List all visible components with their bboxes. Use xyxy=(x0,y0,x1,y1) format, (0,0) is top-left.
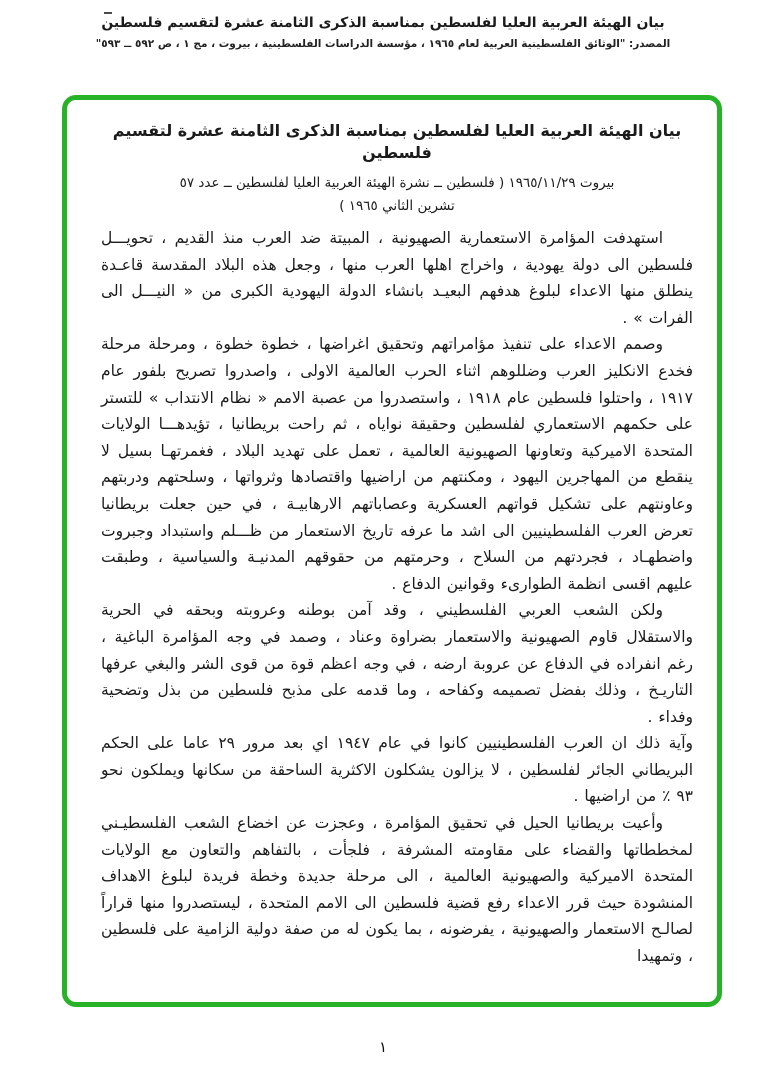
paragraph-3: ولكن الشعب العربي الفلسطيني ، وقد آمن بوطنه وعروبته وبحقه في الحرية والاستقلال قاوم الصهيونية والاستعمار بضراوة وعناد ، وصمد في وجه المؤامرة الباغية ، رغم انفراده في الدفاع عن عروبة ارضه ، في وجه اعظم قوة من قوى الشر والبغي عرفها التاريـخ ، وذلك بفضل تصميمه وكفاحه ، وما قدمه على مذبح فلسطين من بذل وتضحية وفداء . xyxy=(101,601,693,726)
scan-artifact-dash xyxy=(104,12,112,14)
page-header-title: بيان الهيئة العربية العليا لفلسطين بمناسبة الذكرى الثامنة عشرة لتقسيم فلسطين xyxy=(101,15,665,31)
page-header-source-line: المصدر: "الوثائق الفلسطينية العربية لعام ١٩٦٥ ، مؤسسة الدراسات الفلسطينية ، بيروت ، مج ١ ، ص ٥٩٢ ــ ٥٩٣" xyxy=(95,38,671,50)
document-frame xyxy=(62,95,722,1007)
paragraph-2: وصمم الاعداء على تنفيذ مؤامراتهم وتحقيق اغراضها ، خطوة خطوة ، ومرحلة مرحلة فخدع الانكليز العرب وضللوهم اثناء الحرب العالمية الاولى ، واصدروا تصريح بلفور عام ١٩١٧ ، واحتلوا فلسطين عام ١٩١٨ ، واستصدروا من عصبة الامم « نظام الانتداب » للتستر على حكمهم الاستعماري لفلسطين وحقيقة نواياه ، ثم راحت بريطانيا ، تؤيدهـــا الولايات المتحدة الاميركية وتعاونها الصهيونية العالمية ، تعمل على تهديد البلاد ، فغمرتهـا بسيل لا ينقطع من المهاجرين اليهود ، ومكنتهم من اراضيها واقتصادها وثرواتها ، وسلحتهم ودربتهم وعاونتهم على تشكيل قواتهم العسكرية وعصاباتهم الارهابيـة ، في حين جعلت بريطانيا تعرض العرب الفلسطينيين الى اشد ما عرفه تاريخ الاستعمار من ظـــلم واستبداد وجبروت واضطهـاد ، فجردتهم من السلاح ، وحرمتهم من حقوقهم المدنيـة والسياسية ، وطبقت عليهم اقسى انظمة الطوارىء وقوانين الدفاع . xyxy=(101,335,694,593)
document-subtitle-line2: تشرين الثاني ١٩٦٥ ) xyxy=(339,198,455,214)
document-subtitle-line1: بيروت ١٩٦٥/١١/٢٩ ( فلسطين ــ نشرة الهيئة العربية العليا لفلسطين ــ عدد ٥٧ xyxy=(179,175,615,191)
document-title: بيان الهيئة العربية العليا لفلسطين بمناسبة الذكرى الثامنة عشرة لتقسيم فلسطين xyxy=(112,121,682,162)
page-number: ١ xyxy=(378,1038,388,1056)
paragraph-4: وآية ذلك ان العرب الفلسطينيين كانوا في عام ١٩٤٧ اي بعد مرور ٢٩ عاما على الحكم البريطاني الجائر لفلسطين ، لا يزالون يشكلون الاكثرية الساحقة من سكانها ويملكون نحو ٩٣ ٪ من اراضيها . xyxy=(101,734,693,806)
paragraph-1: استهدفت المؤامرة الاستعمارية الصهيونية ، المبيتة ضد العرب منذ القديم ، تحويـــل فلسطين الى دولة يهودية ، واخراج اهلها العرب منها ، وجعل هذه البلاد المقدسة قاعـدة ينطلق منها الاعداء لبلوغ هدفهم البعيـد بانشاء الدولة اليهودية الكبرى من « النيـــل الى الفرات » . xyxy=(101,229,693,327)
paragraph-5: وأعيت بريطانيا الحيل في تحقيق المؤامرة ، وعجزت عن اخضاع الشعب الفلسطيـني لمخططاتها والقضاء على مقاومته المشرفة ، فلجأت ، بالتفاهم والتعاون مع الولايات المتحدة الاميركية والصهيونية العالمية ، الى مرحلة جديدة وخطة فريدة لبلوغ الاهداف المنشودة حيث قرر الاعداء رفع قضية فلسطين الى الامم المتحدة ، ليستصدروا منها قراراً لصالـح الاستعمار والصهيونية ، يفرضونه ، بما يكون له من صفة دولية الزامية على فلسطين ، وتمهيدا xyxy=(101,814,693,966)
page-header xyxy=(0,15,766,50)
